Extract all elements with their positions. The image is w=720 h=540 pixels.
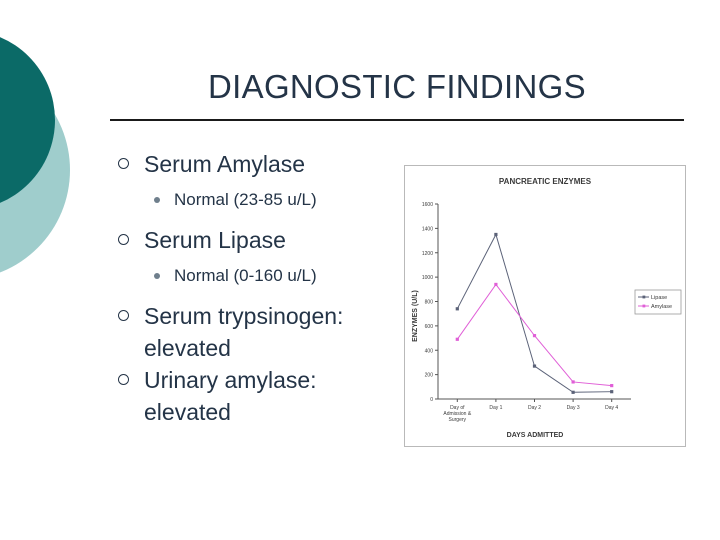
sub-bullet-lipase-normal <box>118 264 398 288</box>
bullet-text-line: Serum trypsinogen: <box>144 303 344 329</box>
lipase-point <box>456 307 459 310</box>
bullet-serum-trypsinogen <box>118 300 398 364</box>
bullet-text: Serum Lipase <box>144 227 286 253</box>
lipase-point <box>533 364 536 367</box>
bullet-text-line: Urinary amylase: <box>144 367 317 393</box>
lipase-point <box>494 233 497 236</box>
y-axis-label: ENZYMES (U/L) <box>412 290 419 342</box>
amylase-point <box>610 384 613 387</box>
bullet-text-line: elevated <box>144 399 231 425</box>
x-tick-label: Day 3 <box>566 405 580 411</box>
y-tick-label: 600 <box>424 323 433 330</box>
title-divider <box>110 119 684 121</box>
hollow-bullet-icon <box>118 158 129 169</box>
legend-box <box>635 290 681 314</box>
x-tick-label: Day of Admission & Surgery <box>443 405 472 423</box>
bullet-list <box>118 148 398 428</box>
dot-bullet-icon <box>154 273 160 279</box>
amylase-point <box>494 283 497 286</box>
dot-bullet-icon <box>154 197 160 203</box>
bullet-serum-amylase <box>118 148 398 180</box>
decor-circles <box>0 0 110 300</box>
chart-svg <box>405 166 685 446</box>
x-tick-label: Day 2 <box>527 405 542 411</box>
y-tick-label: 0 <box>430 397 433 403</box>
y-tick-label: 1400 <box>421 226 433 233</box>
sub-bullet-amylase-normal <box>118 188 398 212</box>
legend-label: Amylase <box>651 304 673 310</box>
lipase-point <box>572 391 575 394</box>
amylase-point <box>572 380 575 383</box>
x-axis-label: DAYS ADMITTED <box>506 432 564 439</box>
y-tick-label: 1000 <box>421 275 433 282</box>
sub-bullet-text: Normal (0-160 u/L) <box>174 266 317 285</box>
y-tick-label: 200 <box>424 372 433 379</box>
bullet-text: Serum Amylase <box>144 151 306 177</box>
y-tick-label: 400 <box>424 348 433 355</box>
lipase-series-line <box>457 234 611 392</box>
bullet-serum-lipase <box>118 224 398 256</box>
lipase-point <box>610 390 613 393</box>
chart-title: PANCREATIC ENZYMES <box>498 177 592 186</box>
slide-title: DIAGNOSTIC FINDINGS <box>208 68 586 105</box>
legend-label: Lipase <box>651 295 668 301</box>
hollow-bullet-icon <box>118 374 129 385</box>
hollow-bullet-icon <box>118 234 129 245</box>
x-tick-label: Day 1 <box>489 405 503 411</box>
y-tick-label: 800 <box>424 299 433 306</box>
legend-marker <box>643 305 646 308</box>
y-tick-label: 1600 <box>421 202 433 208</box>
pancreatic-enzymes-chart <box>404 165 686 447</box>
y-tick-label: 1200 <box>421 250 433 257</box>
amylase-point <box>456 338 459 341</box>
x-tick-label: Day 4 <box>605 405 619 411</box>
sub-bullet-text: Normal (23-85 u/L) <box>174 190 317 209</box>
bullet-urinary-amylase <box>118 364 398 428</box>
legend-marker <box>643 296 646 299</box>
hollow-bullet-icon <box>118 310 129 321</box>
amylase-point <box>533 334 536 337</box>
bullet-text-line: elevated <box>144 335 231 361</box>
